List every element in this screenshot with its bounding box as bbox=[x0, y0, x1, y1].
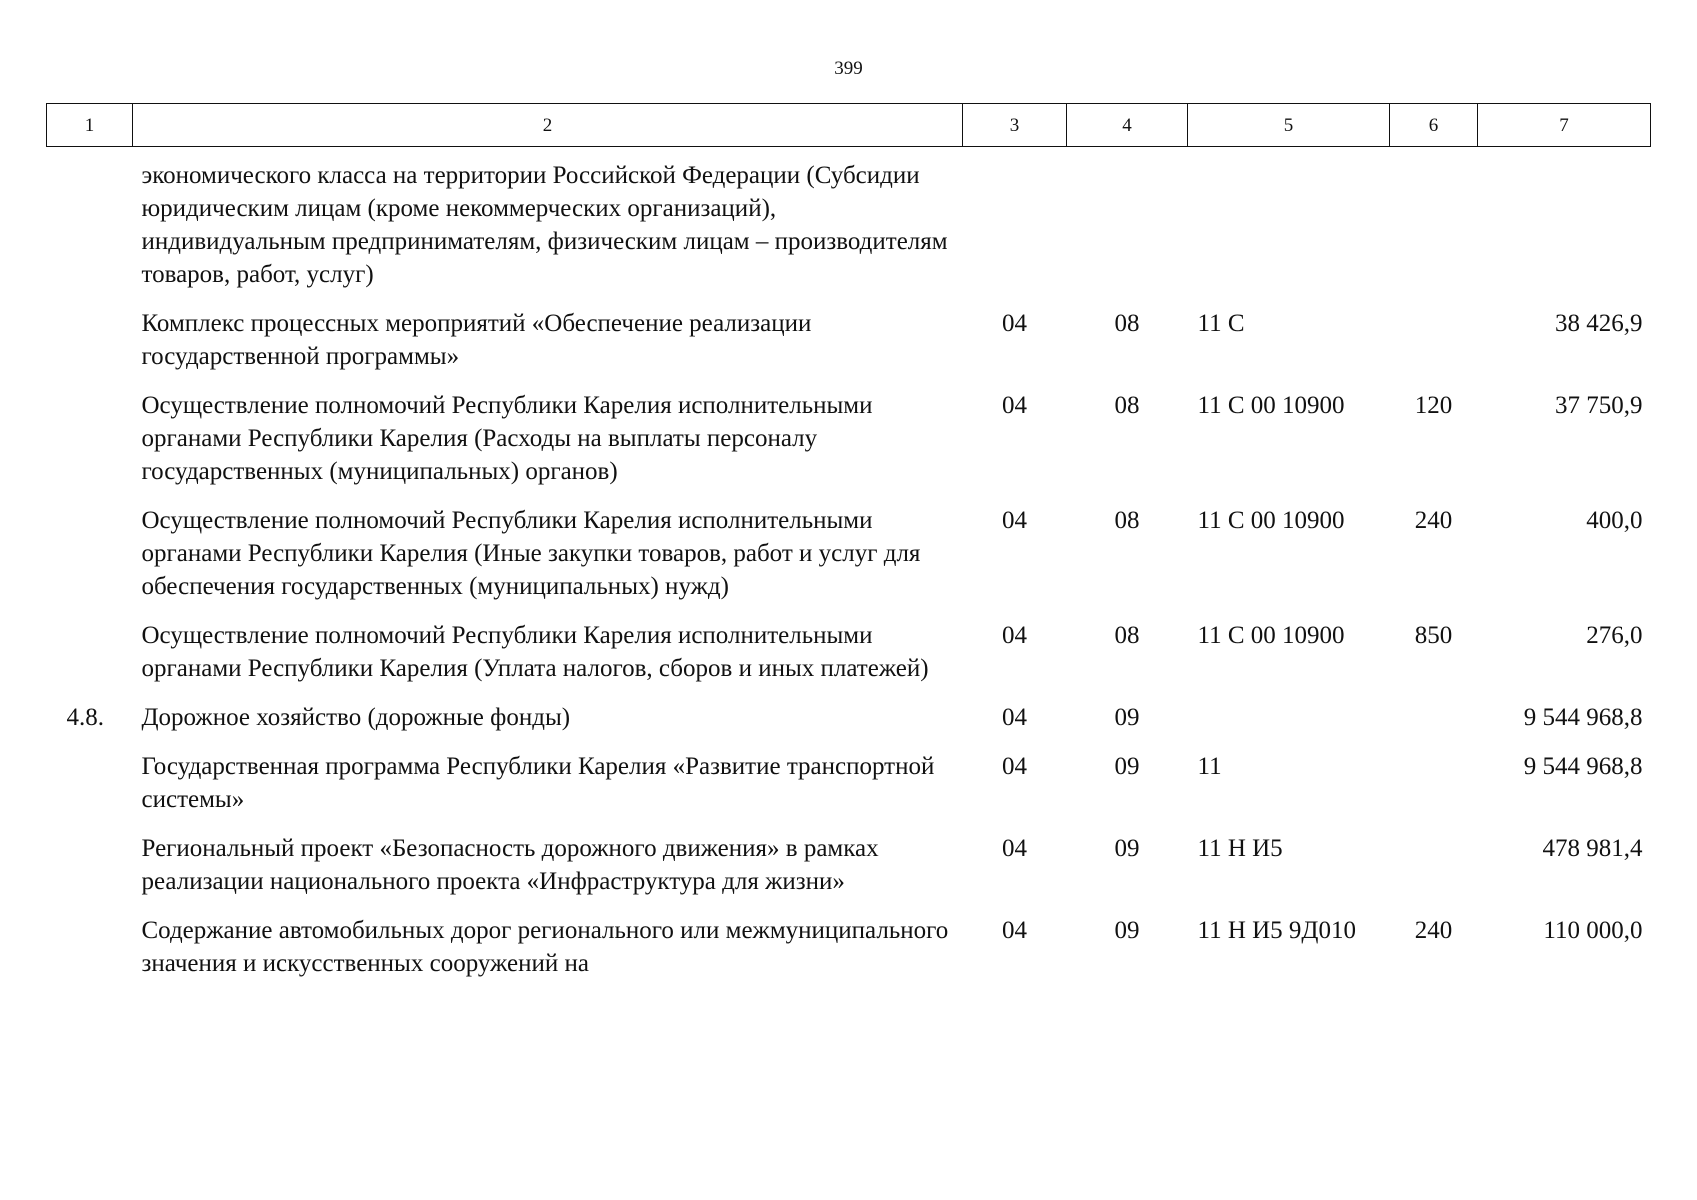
row-number bbox=[47, 147, 133, 308]
table-row bbox=[47, 701, 1651, 750]
row-name: Осуществление полномочий Республики Карелия исполнительными органами Республики Карелия (Иные закупки товаров, работ и услуг для обеспечения государственных (муниципальных) нужд) bbox=[141, 507, 921, 600]
row-target-article: 11 Н И5 9Д010 bbox=[1197, 917, 1356, 944]
row-expense-type bbox=[1390, 750, 1478, 832]
table-row bbox=[47, 914, 1651, 996]
row-number bbox=[47, 750, 133, 832]
row-subsection-code: 09 bbox=[1114, 917, 1140, 944]
row-expense-type: 120 bbox=[1414, 392, 1453, 419]
row-subsection-code: 08 bbox=[1114, 507, 1140, 534]
row-subsection-code: 08 bbox=[1114, 392, 1140, 419]
row-target-article bbox=[1188, 701, 1390, 750]
row-subsection-code: 09 bbox=[1114, 835, 1140, 862]
table-row bbox=[47, 147, 1651, 308]
row-name: Дорожное хозяйство (дорожные фонды) bbox=[141, 704, 571, 731]
row-amount: 276,0 bbox=[1586, 622, 1643, 649]
header-col-7: 7 bbox=[1478, 104, 1651, 147]
row-number bbox=[47, 914, 133, 996]
row-section-code: 04 bbox=[1002, 835, 1027, 862]
row-section-code: 04 bbox=[1002, 753, 1027, 780]
row-number bbox=[47, 307, 133, 389]
row-target-article: 11 Н И5 bbox=[1197, 835, 1283, 862]
row-section-code: 04 bbox=[1002, 704, 1027, 731]
row-number: 4.8. bbox=[66, 704, 104, 731]
row-amount: 9 544 968,8 bbox=[1523, 753, 1643, 780]
header-col-4: 4 bbox=[1067, 104, 1188, 147]
row-number bbox=[47, 504, 133, 619]
row-subsection-code: 09 bbox=[1114, 753, 1140, 780]
header-col-2: 2 bbox=[133, 104, 963, 147]
row-section-code: 04 bbox=[1002, 310, 1027, 337]
row-name: Комплекс процессных мероприятий «Обеспечение реализации государственной программы» bbox=[141, 310, 812, 370]
header-col-1: 1 bbox=[47, 104, 133, 147]
row-target-article: 11 С 00 10900 bbox=[1197, 622, 1345, 649]
row-expense-type: 850 bbox=[1414, 622, 1453, 649]
row-name: экономического класса на территории Российской Федерации (Субсидии юридическим лицам (кроме некоммерческих организаций), индивидуальным предпринимателям, физическим лицам – производителям товаров, работ, услуг) bbox=[141, 162, 948, 288]
row-name: Государственная программа Республики Карелия «Развитие транспортной системы» bbox=[141, 753, 935, 813]
table-header-row bbox=[47, 104, 1651, 147]
header-col-5: 5 bbox=[1188, 104, 1390, 147]
row-amount: 37 750,9 bbox=[1555, 392, 1643, 419]
table-row bbox=[47, 832, 1651, 914]
row-section-code bbox=[963, 147, 1067, 308]
row-amount: 110 000,0 bbox=[1543, 917, 1643, 944]
table-row bbox=[47, 619, 1651, 701]
row-name: Региональный проект «Безопасность дорожного движения» в рамках реализации национального проекта «Инфраструктура для жизни» bbox=[141, 835, 879, 895]
row-section-code: 04 bbox=[1002, 917, 1027, 944]
row-name: Содержание автомобильных дорог регионального или межмуниципального значения и искусственных сооружений на bbox=[141, 917, 949, 977]
table-row bbox=[47, 307, 1651, 389]
table-row bbox=[47, 504, 1651, 619]
row-target-article bbox=[1188, 147, 1390, 308]
row-expense-type bbox=[1390, 832, 1478, 914]
header-col-3: 3 bbox=[963, 104, 1067, 147]
row-subsection-code bbox=[1067, 147, 1188, 308]
row-expense-type: 240 bbox=[1414, 917, 1453, 944]
table-row bbox=[47, 750, 1651, 832]
row-section-code: 04 bbox=[1002, 507, 1027, 534]
row-target-article: 11 С 00 10900 bbox=[1197, 507, 1345, 534]
row-name: Осуществление полномочий Республики Карелия исполнительными органами Республики Карелия (Уплата налогов, сборов и иных платежей) bbox=[141, 622, 929, 682]
page-number: 399 bbox=[834, 58, 863, 79]
row-target-article: 11 bbox=[1197, 753, 1222, 780]
row-expense-type bbox=[1390, 701, 1478, 750]
row-subsection-code: 09 bbox=[1114, 704, 1140, 731]
row-amount bbox=[1478, 147, 1651, 308]
row-number bbox=[47, 619, 133, 701]
row-amount: 9 544 968,8 bbox=[1523, 704, 1643, 731]
row-expense-type bbox=[1390, 147, 1478, 308]
budget-table bbox=[46, 103, 1651, 996]
header-col-6: 6 bbox=[1390, 104, 1478, 147]
row-amount: 478 981,4 bbox=[1542, 835, 1643, 862]
row-subsection-code: 08 bbox=[1114, 310, 1140, 337]
row-target-article: 11 С bbox=[1197, 310, 1245, 337]
table-row bbox=[47, 389, 1651, 504]
row-name: Осуществление полномочий Республики Карелия исполнительными органами Республики Карелия (Расходы на выплаты персоналу государственных (муниципальных) органов) bbox=[141, 392, 873, 485]
row-number bbox=[47, 832, 133, 914]
row-number bbox=[47, 389, 133, 504]
row-expense-type bbox=[1390, 307, 1478, 389]
row-expense-type: 240 bbox=[1414, 507, 1453, 534]
row-section-code: 04 bbox=[1002, 622, 1027, 649]
row-amount: 400,0 bbox=[1586, 507, 1643, 534]
row-section-code: 04 bbox=[1002, 392, 1027, 419]
row-amount: 38 426,9 bbox=[1555, 310, 1643, 337]
row-subsection-code: 08 bbox=[1114, 622, 1140, 649]
row-target-article: 11 С 00 10900 bbox=[1197, 392, 1345, 419]
